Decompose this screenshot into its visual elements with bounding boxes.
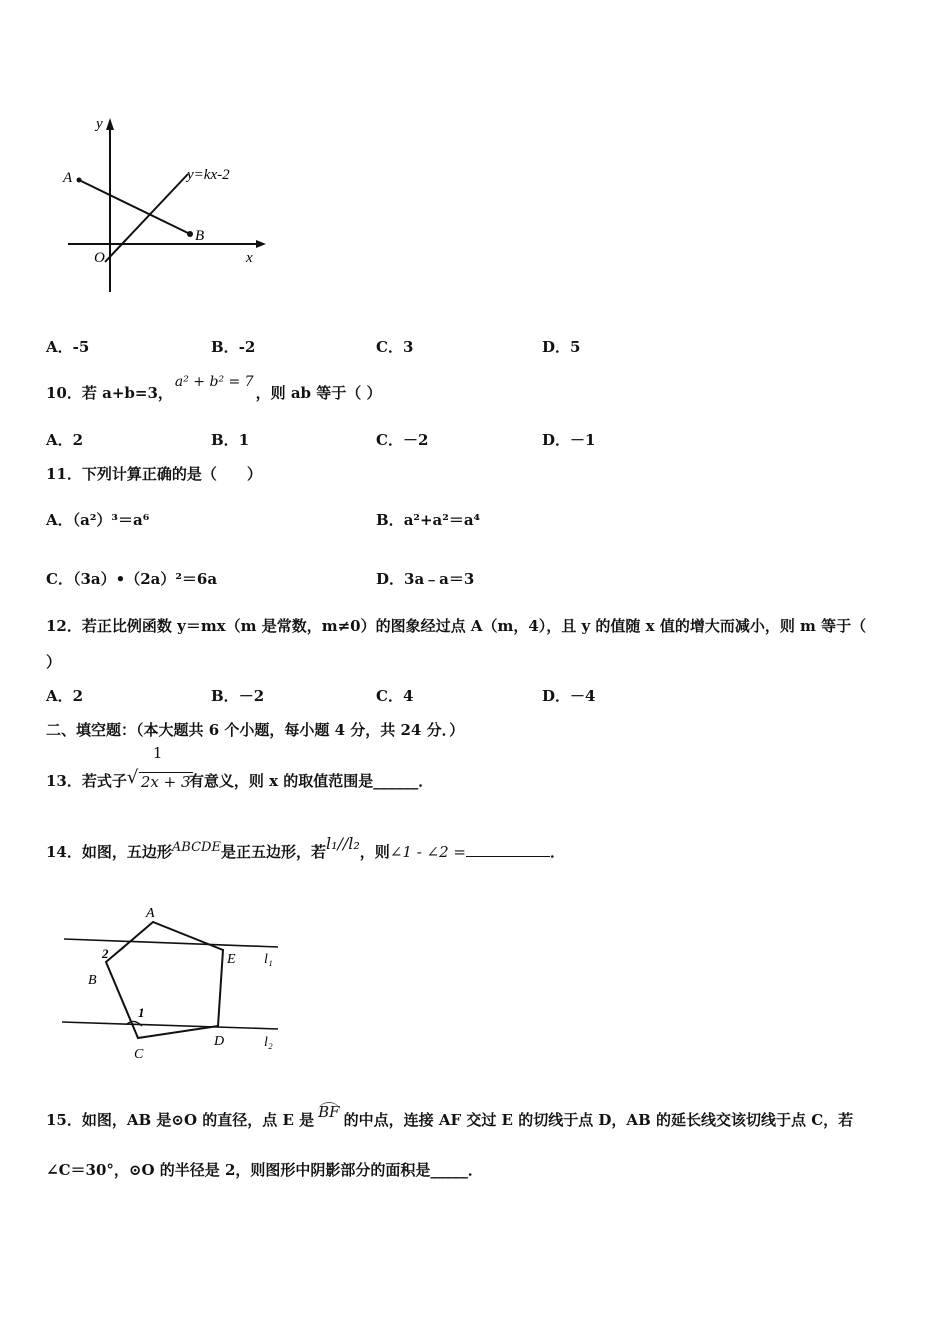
q12-option-c[interactable]: C．4 — [376, 687, 414, 705]
q14-text-mid: 是正五边形，若 — [220, 843, 326, 861]
q10-option-c[interactable]: C．－2 — [376, 431, 429, 449]
q14-text-after: ． — [549, 843, 565, 861]
q13-frac-numerator: 1 — [152, 744, 163, 762]
line-kx-2 — [105, 174, 188, 262]
point-b-label: B — [195, 228, 205, 244]
q9-option-c[interactable]: C．3 — [376, 338, 414, 356]
q11-stem — [46, 463, 262, 484]
q14-polygon-name: ABCDE — [171, 840, 221, 855]
line-l1 — [64, 939, 278, 947]
q9-option-b[interactable]: B．-2 — [211, 338, 256, 356]
q11-text: 下列计算正确的是（ ） — [81, 465, 262, 483]
q15-line1b: 的中点，连接 AF 交过 E 的切线于点 D，AB 的延长线交该切线于点 C，若 — [343, 1111, 854, 1129]
q15-number: 15． — [46, 1111, 82, 1129]
q14-text-mid2: ，则 — [359, 843, 390, 861]
q12-number: 12． — [46, 617, 82, 635]
q10-option-a[interactable]: A．2 — [46, 431, 84, 449]
q10-option-d[interactable]: D．－1 — [542, 431, 596, 449]
q14-angle-expr: ∠1 - ∠2 = — [389, 843, 466, 861]
q9-option-d[interactable]: D．5 — [542, 338, 581, 356]
point-b-dot — [187, 231, 193, 237]
q14-text-before: 如图，五边形 — [81, 843, 172, 861]
q11-option-a[interactable]: A．（a²）³＝a⁶ — [46, 511, 150, 529]
angle-1-label: 1 — [138, 1005, 145, 1020]
q12-text: 若正比例函数 y＝mx（m 是常数，m≠0）的图象经过点 A（m，4），且 y 的值随 x 值的增大而减小，则 m 等于（ — [81, 617, 867, 635]
pentagon-abcde — [106, 922, 223, 1038]
q13-number: 13． — [46, 772, 82, 790]
q15-stem-line2: ∠C＝30°，⊙O 的半径是 2，则图形中阴影部分的面积是_____． — [46, 1161, 483, 1179]
q14-number: 14． — [46, 843, 82, 861]
q14-answer-blank[interactable] — [466, 856, 550, 857]
section-2-heading: 二、填空题：（本大题共 6 个小题，每小题 4 分，共 24 分．） — [46, 721, 465, 739]
q15-arc: BF — [318, 1103, 340, 1121]
q12-option-b[interactable]: B．－2 — [211, 687, 265, 705]
q12-stem — [46, 615, 866, 636]
y-axis-label: y — [96, 116, 103, 132]
angle-2-label: 2 — [102, 946, 109, 961]
q13-text-before: 若式子 — [81, 772, 127, 790]
point-a-dot — [77, 178, 82, 183]
vertex-a-label: A — [146, 906, 155, 921]
line-l1-label: l₁ — [264, 952, 273, 967]
q10-option-b[interactable]: B．1 — [211, 431, 250, 449]
line-l2-label: l₂ — [264, 1035, 273, 1050]
q11-option-c[interactable]: C．（3a）•（2a）²＝6a — [46, 570, 218, 588]
origin-label: O — [94, 250, 105, 266]
q13-text-after: 有意义，则 x 的取值范围是______． — [188, 772, 434, 790]
vertex-c-label: C — [134, 1047, 144, 1062]
vertex-d-label: D — [214, 1034, 225, 1049]
q14-stem — [46, 834, 565, 862]
point-a-label: A — [63, 170, 73, 186]
line-label: y=kx-2 — [187, 167, 230, 183]
q13-sqrt-sign: √ — [126, 767, 139, 788]
q13-frac-denominator: 2x + 3 — [140, 773, 191, 791]
q13-fraction — [126, 744, 191, 791]
y-axis-arrow — [106, 118, 114, 130]
q12-stem-cont: ） — [46, 653, 62, 671]
q11-option-b[interactable]: B．a²+a²＝a⁴ — [376, 511, 481, 529]
q10-text-before: 若 a+b=3， — [81, 384, 173, 402]
vertex-b-label: B — [88, 973, 97, 988]
line-l2 — [62, 1022, 278, 1029]
q13-stem — [46, 744, 434, 791]
q10-formula: a² + b² = 7 — [174, 374, 254, 390]
q15-line1: 如图，AB 是⊙O 的直径，点 E 是 — [81, 1111, 315, 1129]
pentagon-figure-q14 — [58, 900, 288, 1065]
q10-number: 10． — [46, 384, 82, 402]
q12-option-a[interactable]: A．2 — [46, 687, 84, 705]
x-axis-label: x — [246, 250, 253, 266]
q15-stem-line1 — [46, 1103, 854, 1130]
q11-option-d[interactable]: D．3a﹣a＝3 — [376, 570, 475, 588]
q12-option-d[interactable]: D．－4 — [542, 687, 596, 705]
q9-option-a[interactable]: A．-5 — [46, 338, 90, 356]
q10-text-after: ，则 ab 等于（ ） — [255, 384, 382, 402]
q11-number: 11． — [46, 465, 82, 483]
x-axis-arrow — [256, 240, 266, 248]
q14-parallel: l₁//l₂ — [325, 834, 360, 853]
vertex-e-label: E — [227, 952, 236, 967]
graph-figure-q9 — [60, 112, 270, 297]
q10-stem — [46, 374, 382, 403]
